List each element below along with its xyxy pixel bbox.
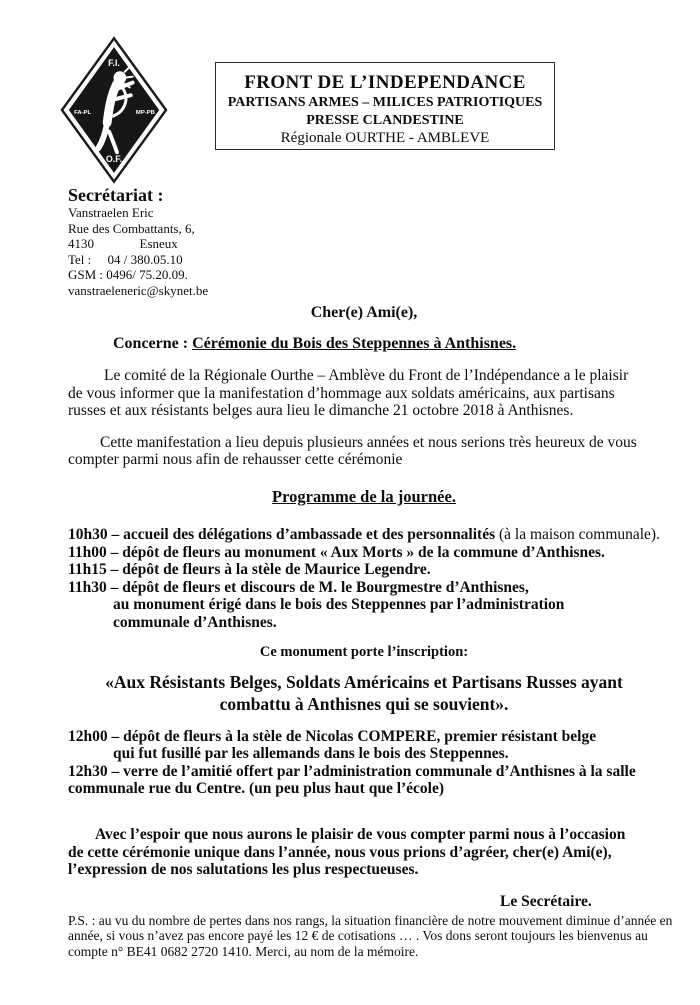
subject-text: Cérémonie du Bois des Steppennes à Anthisnes. — [192, 335, 517, 352]
schedule-item-continuation — [68, 614, 660, 632]
schedule-item-continuation: communale rue du Centre. (un peu plus haut que l’école) — [68, 780, 445, 798]
logo-text-of: O.F. — [105, 154, 123, 165]
schedule-item-continuation: qui fut fusillé par les allemands dans le bois des Steppennes. — [113, 745, 509, 763]
postscript-line: compte n° BE41 0682 2720 1410. Merci, au nom de la mémoire. — [68, 944, 419, 960]
address-line: Tel : 04 / 380.05.10 — [68, 251, 183, 267]
schedule-item-continuation — [68, 596, 660, 614]
schedule-item — [68, 544, 660, 562]
inscription-line: «Aux Résistants Belges, Soldats Américains et Partisans Russes ayant — [105, 671, 623, 692]
schedule-item-bold: 11h00 – dépôt de fleurs au monument « Aux Morts » de la commune d’Anthisnes. — [68, 543, 605, 561]
schedule-item-regular: (à la maison communale). — [495, 525, 660, 543]
programme-schedule-morning — [68, 526, 660, 632]
schedule-item: 12h00 – dépôt de fleurs à la stèle de Nicolas COMPERE, premier résistant belge — [68, 727, 597, 745]
address-line: Rue des Combattants, 6, — [68, 220, 195, 236]
address-line: GSM : 0496/ 75.20.09. — [68, 267, 188, 282]
paragraph-line: Cette manifestation a lieu depuis plusieurs années et nous serions très heureux de vous — [100, 433, 637, 451]
schedule-item-bold: au monument érigé dans le bois des Steppennes par l’administration — [113, 596, 565, 614]
fi-logo — [60, 35, 168, 185]
schedule-item-bold: 11h15 – dépôt de fleurs à la stèle de Maurice Legendre. — [68, 561, 431, 579]
monument-inscription-intro: Ce monument porte l’inscription: — [259, 643, 469, 660]
closing-paragraph — [68, 826, 660, 879]
paragraph-intro — [68, 367, 660, 420]
programme-heading: Programme de la journée. — [272, 486, 456, 506]
signature: Le Secrétaire. — [500, 892, 592, 910]
postscript-line: année, si vous n’avez pas encore payé les 12 € de cotisations … . Vos dons seront toujours les bienvenus au — [68, 928, 648, 944]
letterhead-box — [215, 62, 555, 150]
org-title: FRONT DE L’INDEPENDANCE — [244, 72, 526, 93]
paragraph-line: russes et aux résistants belges aura lieu le dimanche 21 octobre 2018 à Anthisnes. — [68, 402, 574, 420]
closing-line: Avec l’espoir que nous aurons le plaisir de vous compter parmi nous à l’occasion — [95, 825, 626, 843]
schedule-item-bold: 11h30 – dépôt de fleurs et discours de M. le Bourgmestre d’Anthisnes, — [68, 578, 529, 596]
paragraph-line: Le comité de la Régionale Ourthe – Amblève du Front de l’Indépendance a le plaisir — [104, 367, 629, 384]
inscription-line: combattu à Anthisnes qui se souvient». — [219, 693, 509, 714]
schedule-item — [68, 579, 660, 597]
programme-schedule-noon — [68, 728, 660, 798]
org-subtitle-1: PARTISANS ARMES – MILICES PATRIOTIQUES — [227, 95, 543, 110]
secretariat-heading: Secrétariat : — [68, 185, 164, 205]
address-email: vanstraeleneric@skynet.be — [68, 282, 209, 298]
closing-line: l’expression de nos salutations les plus respectueuses. — [68, 861, 419, 879]
address-line: Vanstraelen Eric — [68, 205, 154, 220]
logo-text-mppb: MP-PB — [135, 109, 155, 116]
paragraph-line: compter parmi nous afin de rehausser cette cérémonie — [68, 451, 403, 469]
schedule-item — [68, 526, 660, 544]
logo-text-fi: F.I. — [108, 57, 120, 68]
postscript — [68, 912, 673, 960]
secretariat-address — [68, 205, 660, 298]
schedule-item-bold: 10h30 – accueil des délégations d’ambassade et des personnalités — [68, 525, 496, 543]
logo-text-fapl: FA-PL — [74, 109, 92, 116]
subject-line — [68, 334, 660, 353]
subject-label: Concerne : — [113, 335, 193, 352]
org-subtitle-2: PRESSE CLANDESTINE — [306, 113, 464, 128]
paragraph-invitation — [68, 434, 660, 469]
org-regionale: Régionale OURTHE - AMBLEVE — [280, 130, 490, 146]
fi-logo-graphic — [60, 35, 168, 185]
address-line: 4130 Esneux — [68, 236, 178, 251]
salutation: Cher(e) Ami(e), — [310, 304, 418, 321]
schedule-item — [68, 561, 660, 579]
paragraph-line: de vous informer que la manifestation d’hommage aux soldats américains, aux partisans — [68, 384, 615, 402]
postscript-line: P.S. : au vu du nombre de pertes dans nos rangs, la situation financière de notre mouvement diminue d’année en — [68, 912, 673, 928]
monument-inscription — [68, 671, 660, 715]
schedule-item-bold: communale d’Anthisnes. — [113, 613, 277, 631]
closing-line: de cette cérémonie unique dans l’année, nous vous prions d’agréer, cher(e) Ami(e), — [68, 843, 612, 861]
schedule-item: 12h30 – verre de l’amitié offert par l’administration communale d’Anthisnes à la salle — [68, 762, 636, 780]
